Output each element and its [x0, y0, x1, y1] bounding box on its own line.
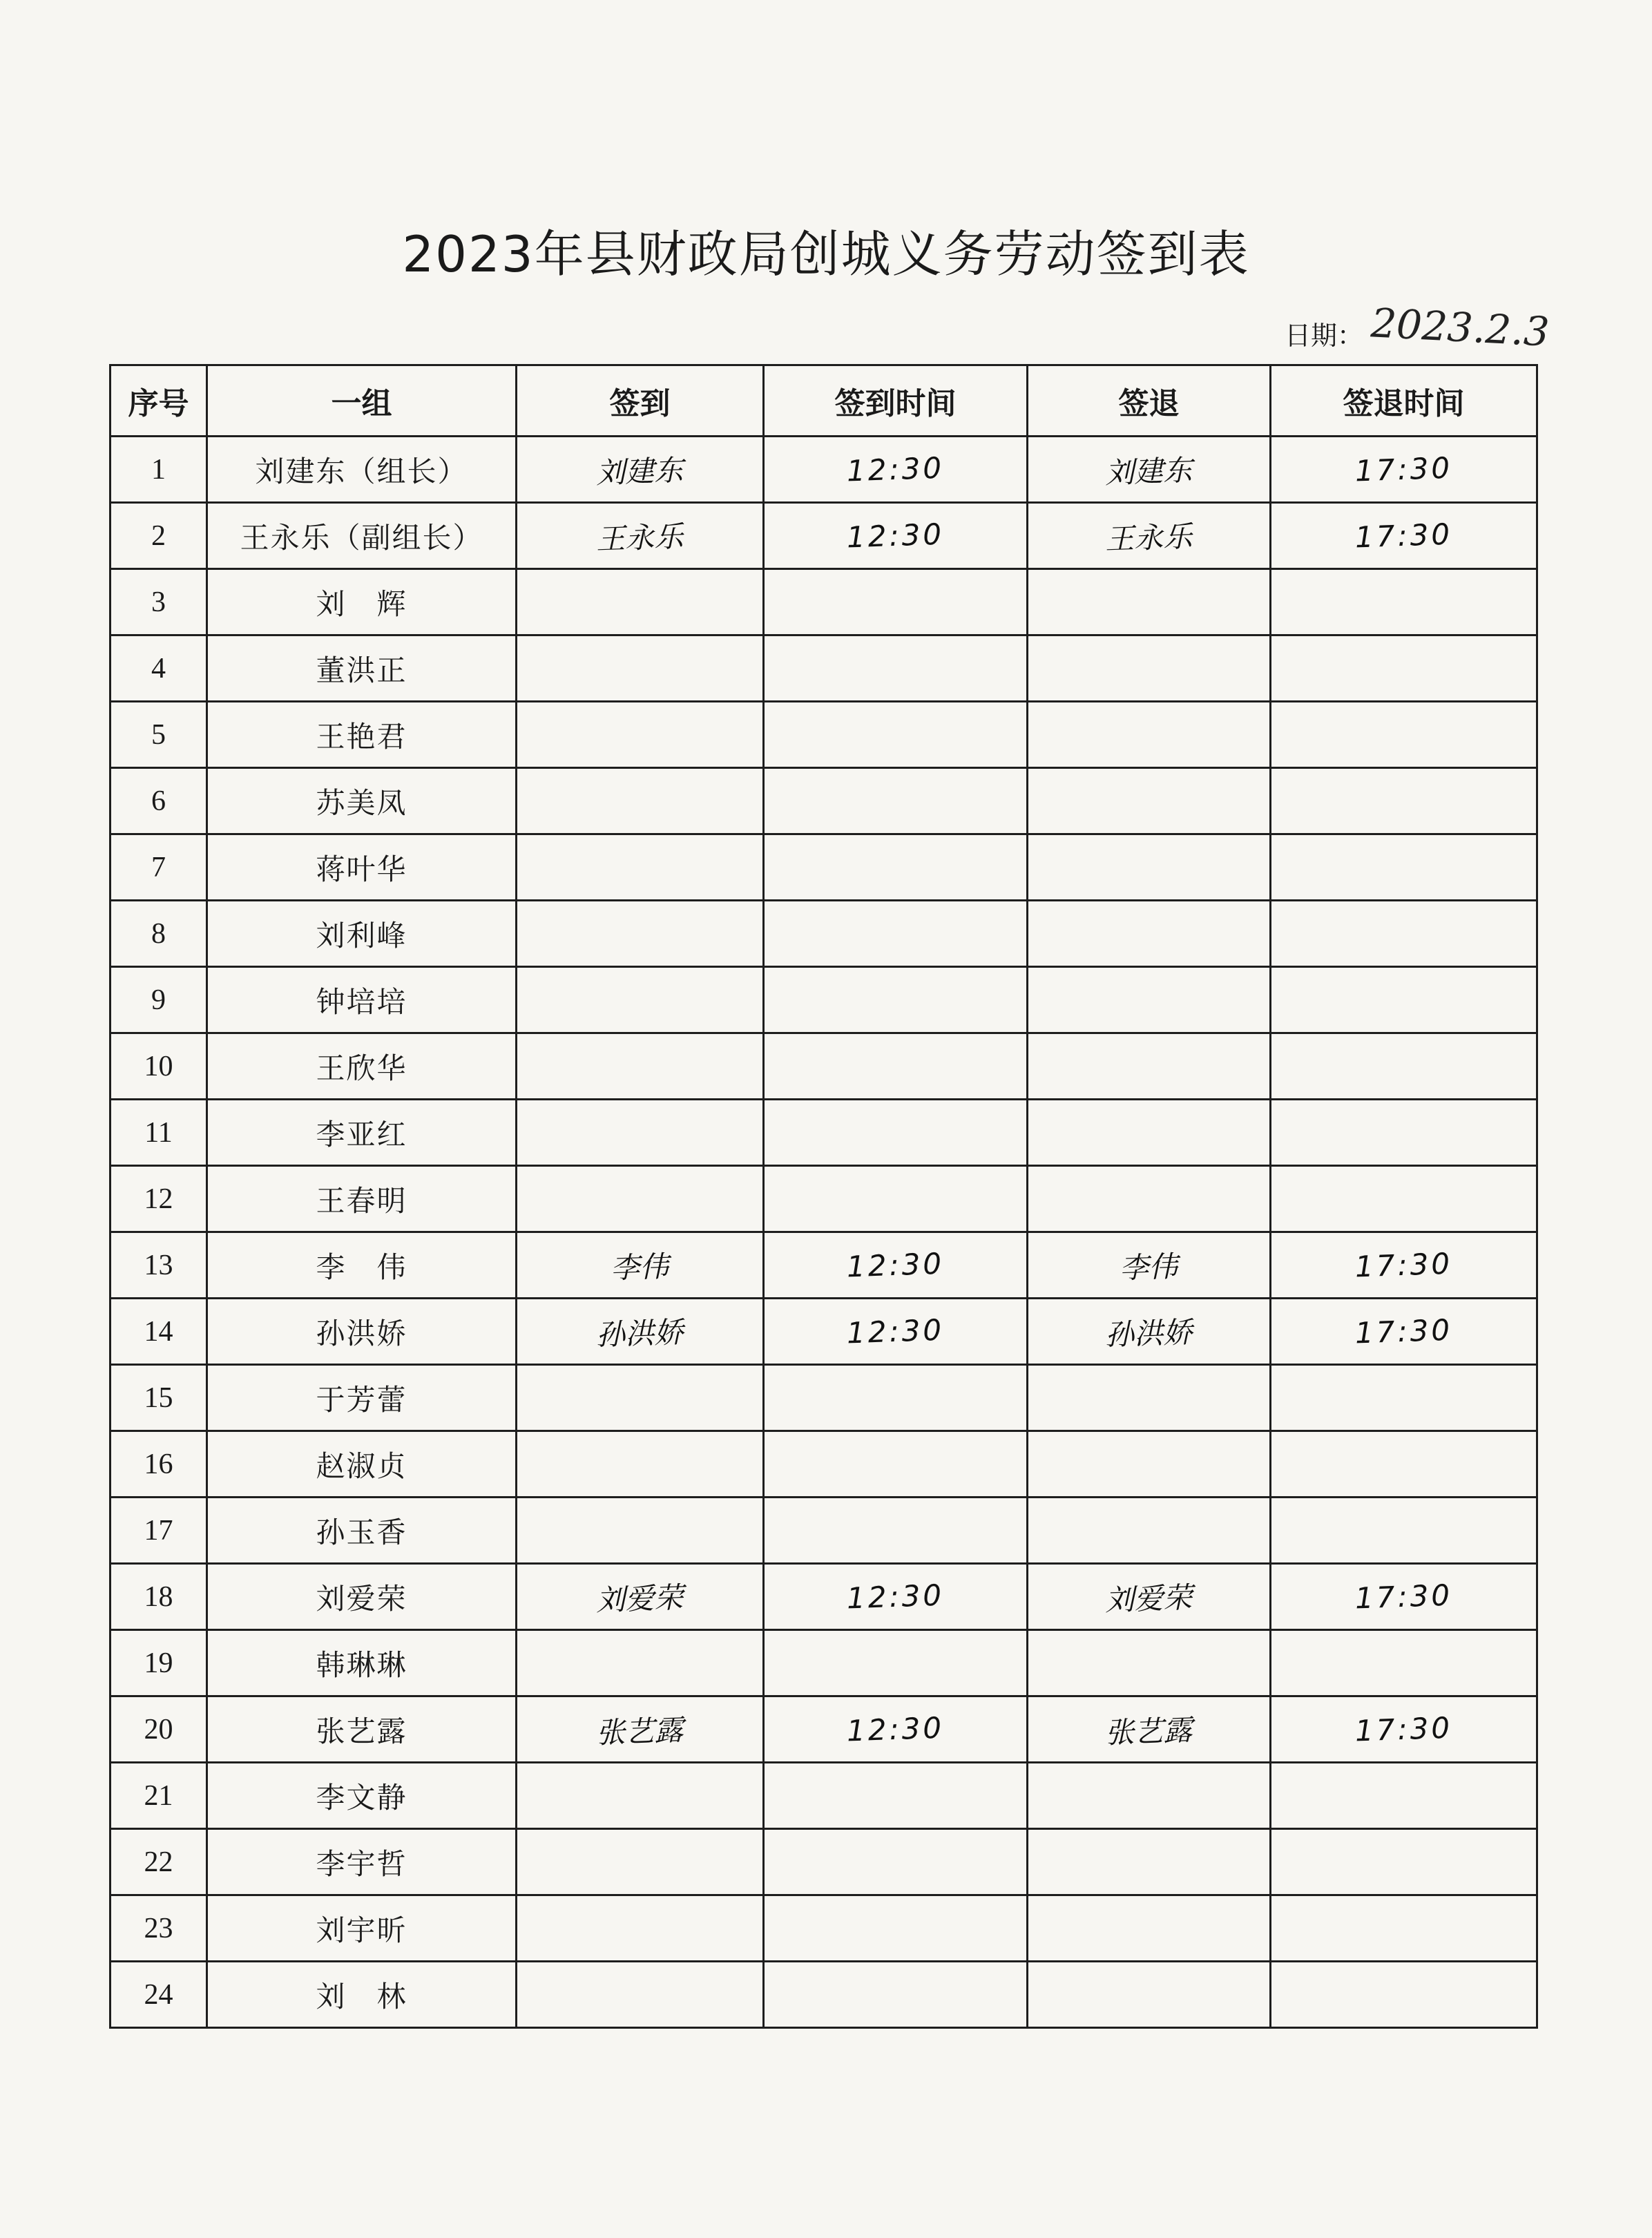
- sign-in-time: 12:30: [846, 1710, 945, 1748]
- sign-out-signature-cell: [1028, 635, 1271, 702]
- sign-out-time-cell: [1271, 901, 1537, 967]
- sign-out-signature-cell: [1028, 1033, 1271, 1100]
- table-row: [111, 569, 1537, 635]
- sign-in-time-cell: [764, 1630, 1028, 1696]
- sign-out-time-cell: [1271, 1299, 1537, 1365]
- header-sign-out: 签退: [1028, 365, 1271, 437]
- sign-out-time: 17:30: [1354, 1710, 1453, 1748]
- sign-in-time-cell: [764, 1033, 1028, 1100]
- sign-out-signature-cell: [1028, 834, 1271, 901]
- sign-in-signature-cell: [517, 1232, 764, 1299]
- sign-out-time-cell: [1271, 1100, 1537, 1166]
- sign-out-time-cell: [1271, 1232, 1537, 1299]
- sign-in-table: [109, 364, 1538, 2029]
- sign-in-signature-cell: [517, 1696, 764, 1763]
- member-name-cell: 王春明: [207, 1166, 517, 1232]
- row-number-cell: 17: [111, 1498, 207, 1564]
- table-row: [111, 1630, 1537, 1696]
- header-sign-in-time: 签到时间: [764, 365, 1028, 437]
- table-row: [111, 1962, 1537, 2028]
- table-row: [111, 1763, 1537, 1829]
- member-name-cell: 王艳君: [207, 702, 517, 768]
- member-name-cell: 刘爱荣: [207, 1564, 517, 1630]
- sign-in-signature-cell: [517, 1431, 764, 1498]
- sign-in-time-cell: [764, 1431, 1028, 1498]
- member-name-cell: 赵淑贞: [207, 1431, 517, 1498]
- sign-in-time-cell: [764, 437, 1028, 503]
- sign-out-signature-cell: [1028, 1498, 1271, 1564]
- sign-in-time-cell: [764, 834, 1028, 901]
- sign-out-signature-cell: [1028, 1962, 1271, 2028]
- sign-in-time-cell: [764, 901, 1028, 967]
- sign-out-time: 17:30: [1354, 1578, 1453, 1616]
- table-row: [111, 1033, 1537, 1100]
- sign-out-time-cell: [1271, 569, 1537, 635]
- sign-out-signature-cell: [1028, 1365, 1271, 1431]
- sign-in-signature-cell: [517, 437, 764, 503]
- row-number-cell: 15: [111, 1365, 207, 1431]
- sign-in-time-cell: [764, 967, 1028, 1033]
- sign-out-time-cell: [1271, 1166, 1537, 1232]
- table-row: [111, 1100, 1537, 1166]
- sign-out-signature-cell: [1028, 1763, 1271, 1829]
- table-row: [111, 437, 1537, 503]
- sign-out-signature-cell: [1028, 569, 1271, 635]
- row-number-cell: 14: [111, 1299, 207, 1365]
- table-row: [111, 1564, 1537, 1630]
- row-number-cell: 12: [111, 1166, 207, 1232]
- sign-out-signature-cell: [1028, 1696, 1271, 1763]
- sign-in-time-cell: [764, 1895, 1028, 1962]
- row-number-cell: 6: [111, 768, 207, 834]
- table-row: [111, 967, 1537, 1033]
- sign-out-signature-cell: [1028, 967, 1271, 1033]
- sign-in-time: 12:30: [846, 1246, 945, 1284]
- sign-out-time-cell: [1271, 1033, 1537, 1100]
- sign-in-signature-cell: [517, 1299, 764, 1365]
- sign-out-time-cell: [1271, 1696, 1537, 1763]
- sign-in-signature-cell: [517, 1895, 764, 1962]
- sign-out-time-cell: [1271, 1962, 1537, 2028]
- date-value-handwritten: 2023.2.3: [1370, 299, 1550, 356]
- member-name-cell: 韩琳琳: [207, 1630, 517, 1696]
- sign-in-signature-cell: [517, 1763, 764, 1829]
- sign-in-time: 12:30: [846, 450, 945, 488]
- table-row: [111, 1498, 1537, 1564]
- table-row: [111, 834, 1537, 901]
- sign-out-signature-cell: [1028, 1630, 1271, 1696]
- sign-out-signature: 刘爱荣: [1104, 1580, 1193, 1617]
- sign-out-time-cell: [1271, 1498, 1537, 1564]
- member-name-cell: 蒋叶华: [207, 834, 517, 901]
- table-row: [111, 1232, 1537, 1299]
- sign-in-signature: 张艺露: [595, 1712, 684, 1750]
- row-number-cell: 7: [111, 834, 207, 901]
- sign-in-time-cell: [764, 702, 1028, 768]
- sign-in-time-cell: [764, 635, 1028, 702]
- sign-out-time-cell: [1271, 834, 1537, 901]
- row-number-cell: 23: [111, 1895, 207, 1962]
- member-name-cell: 李文静: [207, 1763, 517, 1829]
- header-seq: 序号: [111, 365, 207, 437]
- sign-in-time: 12:30: [846, 1578, 945, 1616]
- member-name-cell: 孙洪娇: [207, 1299, 517, 1365]
- sign-in-signature-cell: [517, 834, 764, 901]
- sign-in-signature-cell: [517, 967, 764, 1033]
- sign-in-signature-cell: [517, 503, 764, 569]
- sign-out-time-cell: [1271, 635, 1537, 702]
- table-row: [111, 1431, 1537, 1498]
- header-sign-out-time: 签退时间: [1271, 365, 1537, 437]
- sign-in-time-cell: [764, 1696, 1028, 1763]
- member-name-cell: 李 伟: [207, 1232, 517, 1299]
- sign-in-time-cell: [764, 569, 1028, 635]
- member-name-cell: 王欣华: [207, 1033, 517, 1100]
- sign-in-signature: 王永乐: [595, 519, 684, 556]
- sign-out-time: 17:30: [1354, 1312, 1453, 1350]
- sign-in-signature-cell: [517, 768, 764, 834]
- sign-in-time-cell: [764, 1232, 1028, 1299]
- member-name-cell: 刘宇昕: [207, 1895, 517, 1962]
- table-row: [111, 635, 1537, 702]
- member-name-cell: 钟培培: [207, 967, 517, 1033]
- row-number-cell: 8: [111, 901, 207, 967]
- sign-out-time: 17:30: [1354, 450, 1453, 488]
- member-name-cell: 张艺露: [207, 1696, 517, 1763]
- sign-out-signature-cell: [1028, 437, 1271, 503]
- sign-in-signature-cell: [517, 1365, 764, 1431]
- sign-in-signature-cell: [517, 1166, 764, 1232]
- sign-in-signature-cell: [517, 702, 764, 768]
- member-name-cell: 刘 林: [207, 1962, 517, 2028]
- sign-out-signature-cell: [1028, 1431, 1271, 1498]
- sign-in-time: 12:30: [846, 517, 945, 555]
- member-name-cell: 刘建东（组长）: [207, 437, 517, 503]
- sign-out-signature-cell: [1028, 1166, 1271, 1232]
- member-name-cell: 李亚红: [207, 1100, 517, 1166]
- sign-in-time-cell: [764, 1166, 1028, 1232]
- sign-in-time-cell: [764, 1100, 1028, 1166]
- table-row: [111, 503, 1537, 569]
- sign-out-time-cell: [1271, 503, 1537, 569]
- table-header-row: [111, 365, 1537, 437]
- sign-in-signature-cell: [517, 1564, 764, 1630]
- sign-in-signature: 刘建东: [595, 452, 684, 490]
- sign-in-signature: 孙洪娇: [595, 1314, 684, 1352]
- header-sign-in: 签到: [517, 365, 764, 437]
- sign-out-time-cell: [1271, 1431, 1537, 1498]
- row-number-cell: 5: [111, 702, 207, 768]
- table-row: [111, 768, 1537, 834]
- member-name-cell: 刘 辉: [207, 569, 517, 635]
- sign-out-time-cell: [1271, 1630, 1537, 1696]
- row-number-cell: 19: [111, 1630, 207, 1696]
- sign-out-signature: 李伟: [1119, 1249, 1179, 1285]
- sign-in-signature-cell: [517, 1630, 764, 1696]
- sign-in-signature-cell: [517, 1829, 764, 1895]
- member-name-cell: 刘利峰: [207, 901, 517, 967]
- sign-in-time-cell: [764, 1564, 1028, 1630]
- row-number-cell: 24: [111, 1962, 207, 2028]
- sign-in-signature-cell: [517, 1100, 764, 1166]
- sign-out-time-cell: [1271, 437, 1537, 503]
- sign-out-signature-cell: [1028, 768, 1271, 834]
- sign-in-time-cell: [764, 1829, 1028, 1895]
- sign-out-time-cell: [1271, 702, 1537, 768]
- sign-in-time-cell: [764, 768, 1028, 834]
- row-number-cell: 2: [111, 503, 207, 569]
- sign-in-time-cell: [764, 1365, 1028, 1431]
- sign-out-signature: 王永乐: [1104, 519, 1193, 556]
- sign-out-signature-cell: [1028, 702, 1271, 768]
- sign-out-time: 17:30: [1354, 1246, 1453, 1284]
- sign-out-signature-cell: [1028, 1895, 1271, 1962]
- sign-out-signature: 刘建东: [1104, 452, 1193, 490]
- row-number-cell: 1: [111, 437, 207, 503]
- sign-out-signature-cell: [1028, 1299, 1271, 1365]
- sign-out-signature: 张艺露: [1104, 1712, 1193, 1750]
- sign-in-time-cell: [764, 1962, 1028, 2028]
- member-name-cell: 孙玉香: [207, 1498, 517, 1564]
- date-label: 日期：: [1285, 321, 1364, 351]
- sign-in-signature-cell: [517, 1962, 764, 2028]
- member-name-cell: 李宇哲: [207, 1829, 517, 1895]
- row-number-cell: 20: [111, 1696, 207, 1763]
- table-row: [111, 1365, 1537, 1431]
- table-row: [111, 1299, 1537, 1365]
- sign-out-signature-cell: [1028, 1829, 1271, 1895]
- sign-out-signature-cell: [1028, 1100, 1271, 1166]
- sign-out-signature-cell: [1028, 1564, 1271, 1630]
- sign-in-time-cell: [764, 1763, 1028, 1829]
- sign-in-signature-cell: [517, 1498, 764, 1564]
- sign-in-time: 12:30: [846, 1312, 945, 1350]
- sign-out-time: 17:30: [1354, 517, 1453, 555]
- sign-out-signature-cell: [1028, 503, 1271, 569]
- sign-out-time-cell: [1271, 1829, 1537, 1895]
- sign-in-signature-cell: [517, 901, 764, 967]
- table-row: [111, 1166, 1537, 1232]
- sign-in-signature-cell: [517, 569, 764, 635]
- table-row: [111, 1829, 1537, 1895]
- row-number-cell: 3: [111, 569, 207, 635]
- header-group: 一组: [207, 365, 517, 437]
- sign-out-signature: 孙洪娇: [1104, 1314, 1193, 1352]
- page-title: 2023年县财政局创城义务劳动签到表: [402, 225, 1250, 283]
- row-number-cell: 11: [111, 1100, 207, 1166]
- sign-out-time-cell: [1271, 1895, 1537, 1962]
- member-name-cell: 董洪正: [207, 635, 517, 702]
- sign-in-time-cell: [764, 503, 1028, 569]
- sign-out-signature-cell: [1028, 1232, 1271, 1299]
- row-number-cell: 16: [111, 1431, 207, 1498]
- sign-out-time-cell: [1271, 967, 1537, 1033]
- sign-in-signature-cell: [517, 1033, 764, 1100]
- row-number-cell: 4: [111, 635, 207, 702]
- member-name-cell: 苏美凤: [207, 768, 517, 834]
- row-number-cell: 21: [111, 1763, 207, 1829]
- sign-out-time-cell: [1271, 1564, 1537, 1630]
- sign-in-time-cell: [764, 1498, 1028, 1564]
- table-row: [111, 1895, 1537, 1962]
- sign-in-signature: 李伟: [610, 1249, 670, 1285]
- sign-in-time-cell: [764, 1299, 1028, 1365]
- member-name-cell: 王永乐（副组长）: [207, 503, 517, 569]
- table-row: [111, 901, 1537, 967]
- row-number-cell: 18: [111, 1564, 207, 1630]
- row-number-cell: 22: [111, 1829, 207, 1895]
- row-number-cell: 10: [111, 1033, 207, 1100]
- member-name-cell: 于芳蕾: [207, 1365, 517, 1431]
- sign-out-time-cell: [1271, 1365, 1537, 1431]
- row-number-cell: 13: [111, 1232, 207, 1299]
- table-row: [111, 1696, 1537, 1763]
- sign-in-signature-cell: [517, 635, 764, 702]
- sign-out-time-cell: [1271, 1763, 1537, 1829]
- table-row: [111, 702, 1537, 768]
- sign-out-signature-cell: [1028, 901, 1271, 967]
- row-number-cell: 9: [111, 967, 207, 1033]
- sign-out-time-cell: [1271, 768, 1537, 834]
- sign-in-signature: 刘爱荣: [595, 1580, 684, 1617]
